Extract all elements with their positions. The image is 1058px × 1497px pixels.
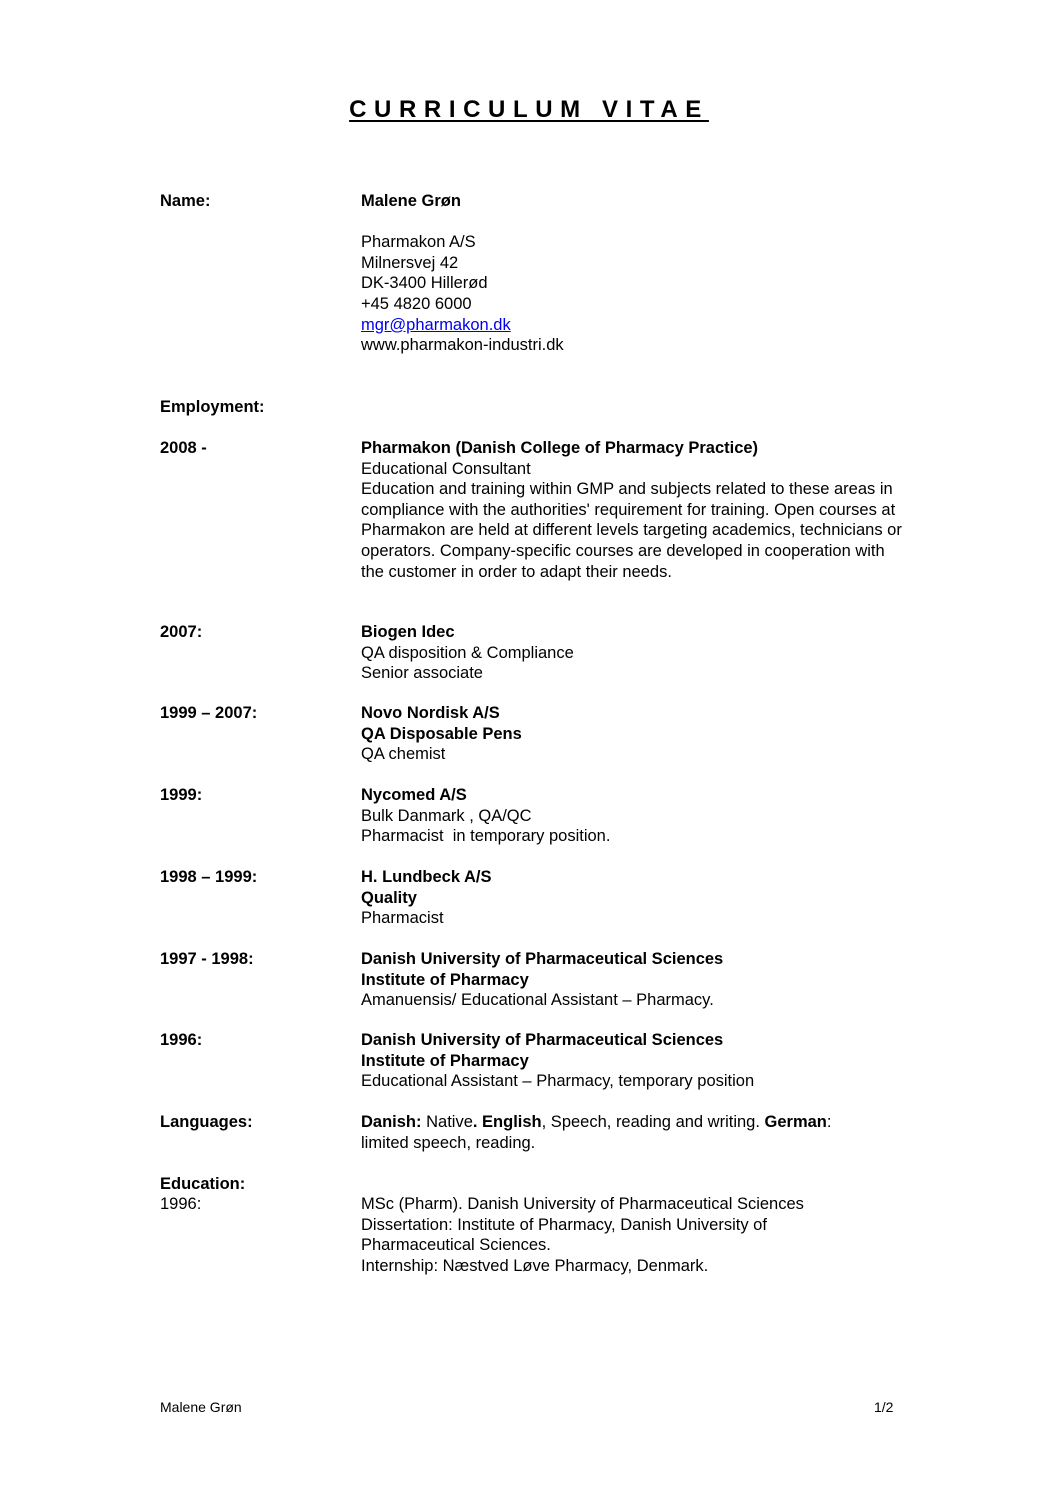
job-detail: Pharmacist bbox=[361, 909, 444, 928]
job-detail: QA chemist bbox=[361, 745, 446, 764]
address-line: Pharmakon A/S bbox=[361, 233, 476, 252]
employer-name: Nycomed A/S bbox=[361, 786, 467, 804]
education-block bbox=[361, 1194, 811, 1276]
employment-entry bbox=[361, 438, 906, 582]
department-name: QA Disposable Pens bbox=[361, 724, 522, 743]
job-detail: Pharmacist in temporary position. bbox=[361, 827, 611, 846]
employment-period: 1998 – 1999: bbox=[160, 868, 258, 886]
page-number: 1/2 bbox=[874, 1399, 894, 1415]
employment-period: 2007: bbox=[160, 623, 203, 641]
employment-label: Employment: bbox=[160, 398, 265, 416]
separator: . bbox=[472, 1113, 483, 1131]
employer-name: Danish University of Pharmaceutical Sciences bbox=[361, 950, 724, 968]
footer-name: Malene Grøn bbox=[160, 1399, 242, 1415]
department-name: Institute of Pharmacy bbox=[361, 970, 529, 989]
employer-name: Pharmakon (Danish College of Pharmacy Practice) bbox=[361, 439, 759, 457]
education-detail: Internship: Næstved Løve Pharmacy, Denmark. bbox=[361, 1256, 709, 1275]
employment-entry bbox=[361, 785, 921, 847]
name-label: Name: bbox=[160, 192, 211, 210]
education-detail: Dissertation: Institute of Pharmacy, Danish University of Pharmaceutical Sciences. bbox=[361, 1215, 767, 1255]
job-title: Educational Consultant bbox=[361, 459, 531, 478]
language-name: German bbox=[764, 1113, 827, 1131]
languages-text bbox=[361, 1112, 881, 1153]
language-name: Danish: bbox=[361, 1113, 422, 1131]
employment-period: 1996: bbox=[160, 1031, 203, 1049]
languages-label: Languages: bbox=[160, 1113, 253, 1131]
employment-period: 1999: bbox=[160, 786, 203, 804]
address-line: DK-3400 Hillerød bbox=[361, 274, 488, 293]
department-name: Institute of Pharmacy bbox=[361, 1051, 529, 1070]
education-detail: MSc (Pharm). Danish University of Pharmaceutical Sciences bbox=[361, 1195, 804, 1213]
phone-number: +45 4820 6000 bbox=[361, 294, 472, 313]
job-detail: Educational Assistant – Pharmacy, temporary position bbox=[361, 1072, 755, 1091]
employment-period: 2008 - bbox=[160, 439, 207, 457]
employer-name: Biogen Idec bbox=[361, 623, 455, 641]
contact-block bbox=[361, 191, 921, 356]
language-level: , Speech, reading and writing. bbox=[541, 1113, 765, 1131]
employment-entry bbox=[361, 867, 921, 929]
employment-entry bbox=[361, 622, 921, 684]
language-name: English bbox=[482, 1113, 542, 1131]
email-link[interactable]: mgr@pharmakon.dk bbox=[361, 315, 511, 334]
employment-period: 1999 – 2007: bbox=[160, 704, 258, 722]
employment-entry bbox=[361, 1030, 921, 1092]
job-detail: QA disposition & Compliance bbox=[361, 643, 574, 662]
employment-entry bbox=[361, 703, 921, 765]
job-detail: Senior associate bbox=[361, 664, 483, 683]
department-name: Quality bbox=[361, 888, 417, 907]
education-year: 1996: bbox=[160, 1195, 202, 1213]
address-line: Milnersvej 42 bbox=[361, 253, 459, 272]
employer-name: Novo Nordisk A/S bbox=[361, 704, 500, 722]
employer-name: H. Lundbeck A/S bbox=[361, 868, 492, 886]
spacer bbox=[361, 212, 921, 233]
document-title: CURRICULUM VITAE bbox=[349, 96, 709, 123]
person-name: Malene Grøn bbox=[361, 192, 461, 210]
education-label: Education: bbox=[160, 1175, 246, 1193]
job-description: Education and training within GMP and subjects related to these areas in compliance with the authorities' requirement for training. Open courses at Pharmakon are held at different levels targeting academics, technicians or operators. Company-specific courses are developed in cooperation with the customer in order to adapt their needs. bbox=[361, 480, 902, 581]
language-level: Native bbox=[421, 1113, 473, 1131]
language-level: : limited speech, reading. bbox=[361, 1113, 832, 1152]
employment-entry bbox=[361, 949, 921, 1011]
job-detail: Bulk Danmark , QA/QC bbox=[361, 806, 532, 825]
employer-name: Danish University of Pharmaceutical Sciences bbox=[361, 1031, 724, 1049]
website-text: www.pharmakon-industri.dk bbox=[361, 336, 564, 355]
employment-period: 1997 - 1998: bbox=[160, 950, 254, 968]
job-detail: Amanuensis/ Educational Assistant – Pharmacy. bbox=[361, 991, 714, 1010]
